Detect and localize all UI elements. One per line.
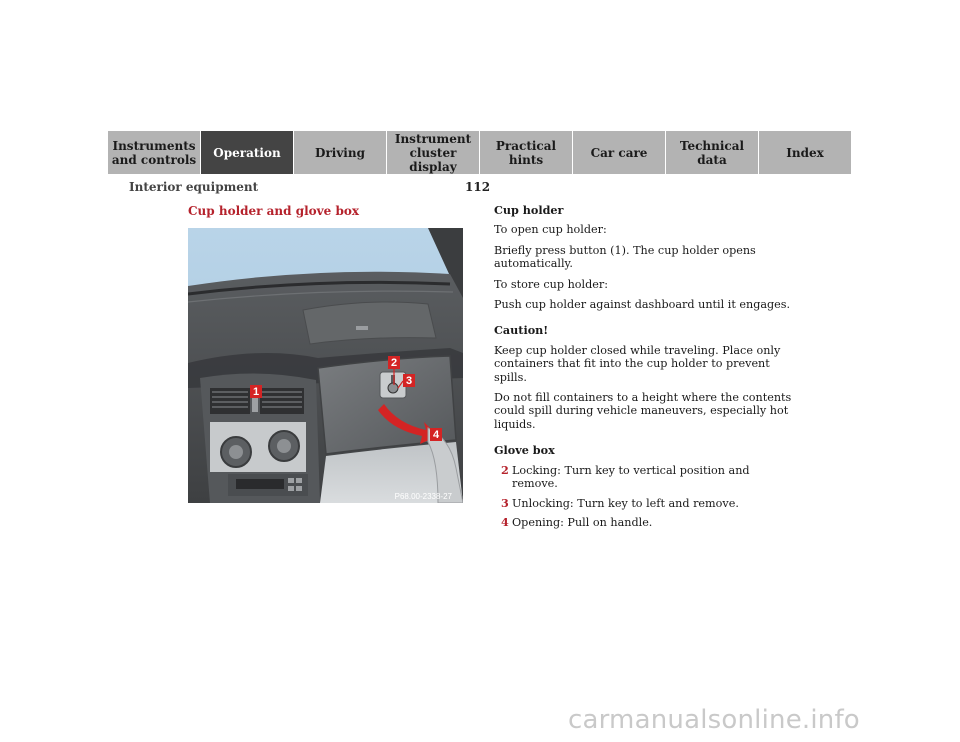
list-item: [501, 516, 794, 529]
caution-text-2: Do not fill containers to a height where the contents could spill during vehicle maneuvers, especially hot liquids.: [494, 391, 792, 431]
tab-car-care[interactable]: Car care: [573, 131, 666, 174]
item-text: Locking: Turn key to vertical position and remove.: [512, 463, 750, 491]
store-label: To store cup holder:: [494, 277, 608, 291]
caution-text-1: Keep cup holder closed while traveling. Place only containers that fit into the cup holder to prevent spills.: [494, 343, 781, 384]
tab-instrument-cluster-display[interactable]: Instrument cluster display: [387, 131, 480, 174]
tab-instruments-and-controls[interactable]: Instruments and controls: [108, 131, 201, 174]
tab-practical-hints[interactable]: Practical hints: [480, 131, 573, 174]
page-title: Cup holder and glove box: [188, 204, 360, 218]
callout-2: 2: [390, 357, 398, 369]
callout-1: 1: [252, 386, 260, 398]
nav-tabs: [108, 131, 851, 174]
watermark: carmanualsonline.info: [568, 705, 860, 735]
cup-holder-title: Cup holder: [494, 203, 564, 217]
item-number: 4: [501, 514, 509, 529]
figure-code: P68.00-2338-27: [394, 492, 452, 501]
item-number: 2: [501, 462, 509, 477]
tab-operation[interactable]: Operation: [201, 131, 294, 174]
item-text: Unlocking: Turn key to left and remove.: [512, 496, 739, 510]
page-number: 112: [465, 180, 491, 194]
item-number: 3: [501, 495, 509, 510]
callout-4: 4: [432, 429, 440, 441]
list-item: [501, 464, 794, 491]
callout-3: 3: [405, 375, 413, 387]
list-item: [501, 497, 794, 510]
tab-index[interactable]: Index: [759, 131, 851, 174]
store-text: Push cup holder against dashboard until it engages.: [494, 298, 791, 312]
section-header: Interior equipment: [129, 180, 259, 194]
item-text: Opening: Pull on handle.: [512, 515, 653, 529]
tab-driving[interactable]: Driving: [294, 131, 387, 174]
open-text: Briefly press button (1). The cup holder opens automatically.: [494, 243, 756, 271]
glove-box-title: Glove box: [494, 443, 555, 458]
instructions-column: [494, 204, 794, 535]
caution-title: Caution!: [494, 323, 549, 338]
dashboard-illustration: [188, 228, 463, 503]
tab-technical-data[interactable]: Technical data: [666, 131, 759, 174]
open-label: To open cup holder:: [494, 223, 607, 237]
